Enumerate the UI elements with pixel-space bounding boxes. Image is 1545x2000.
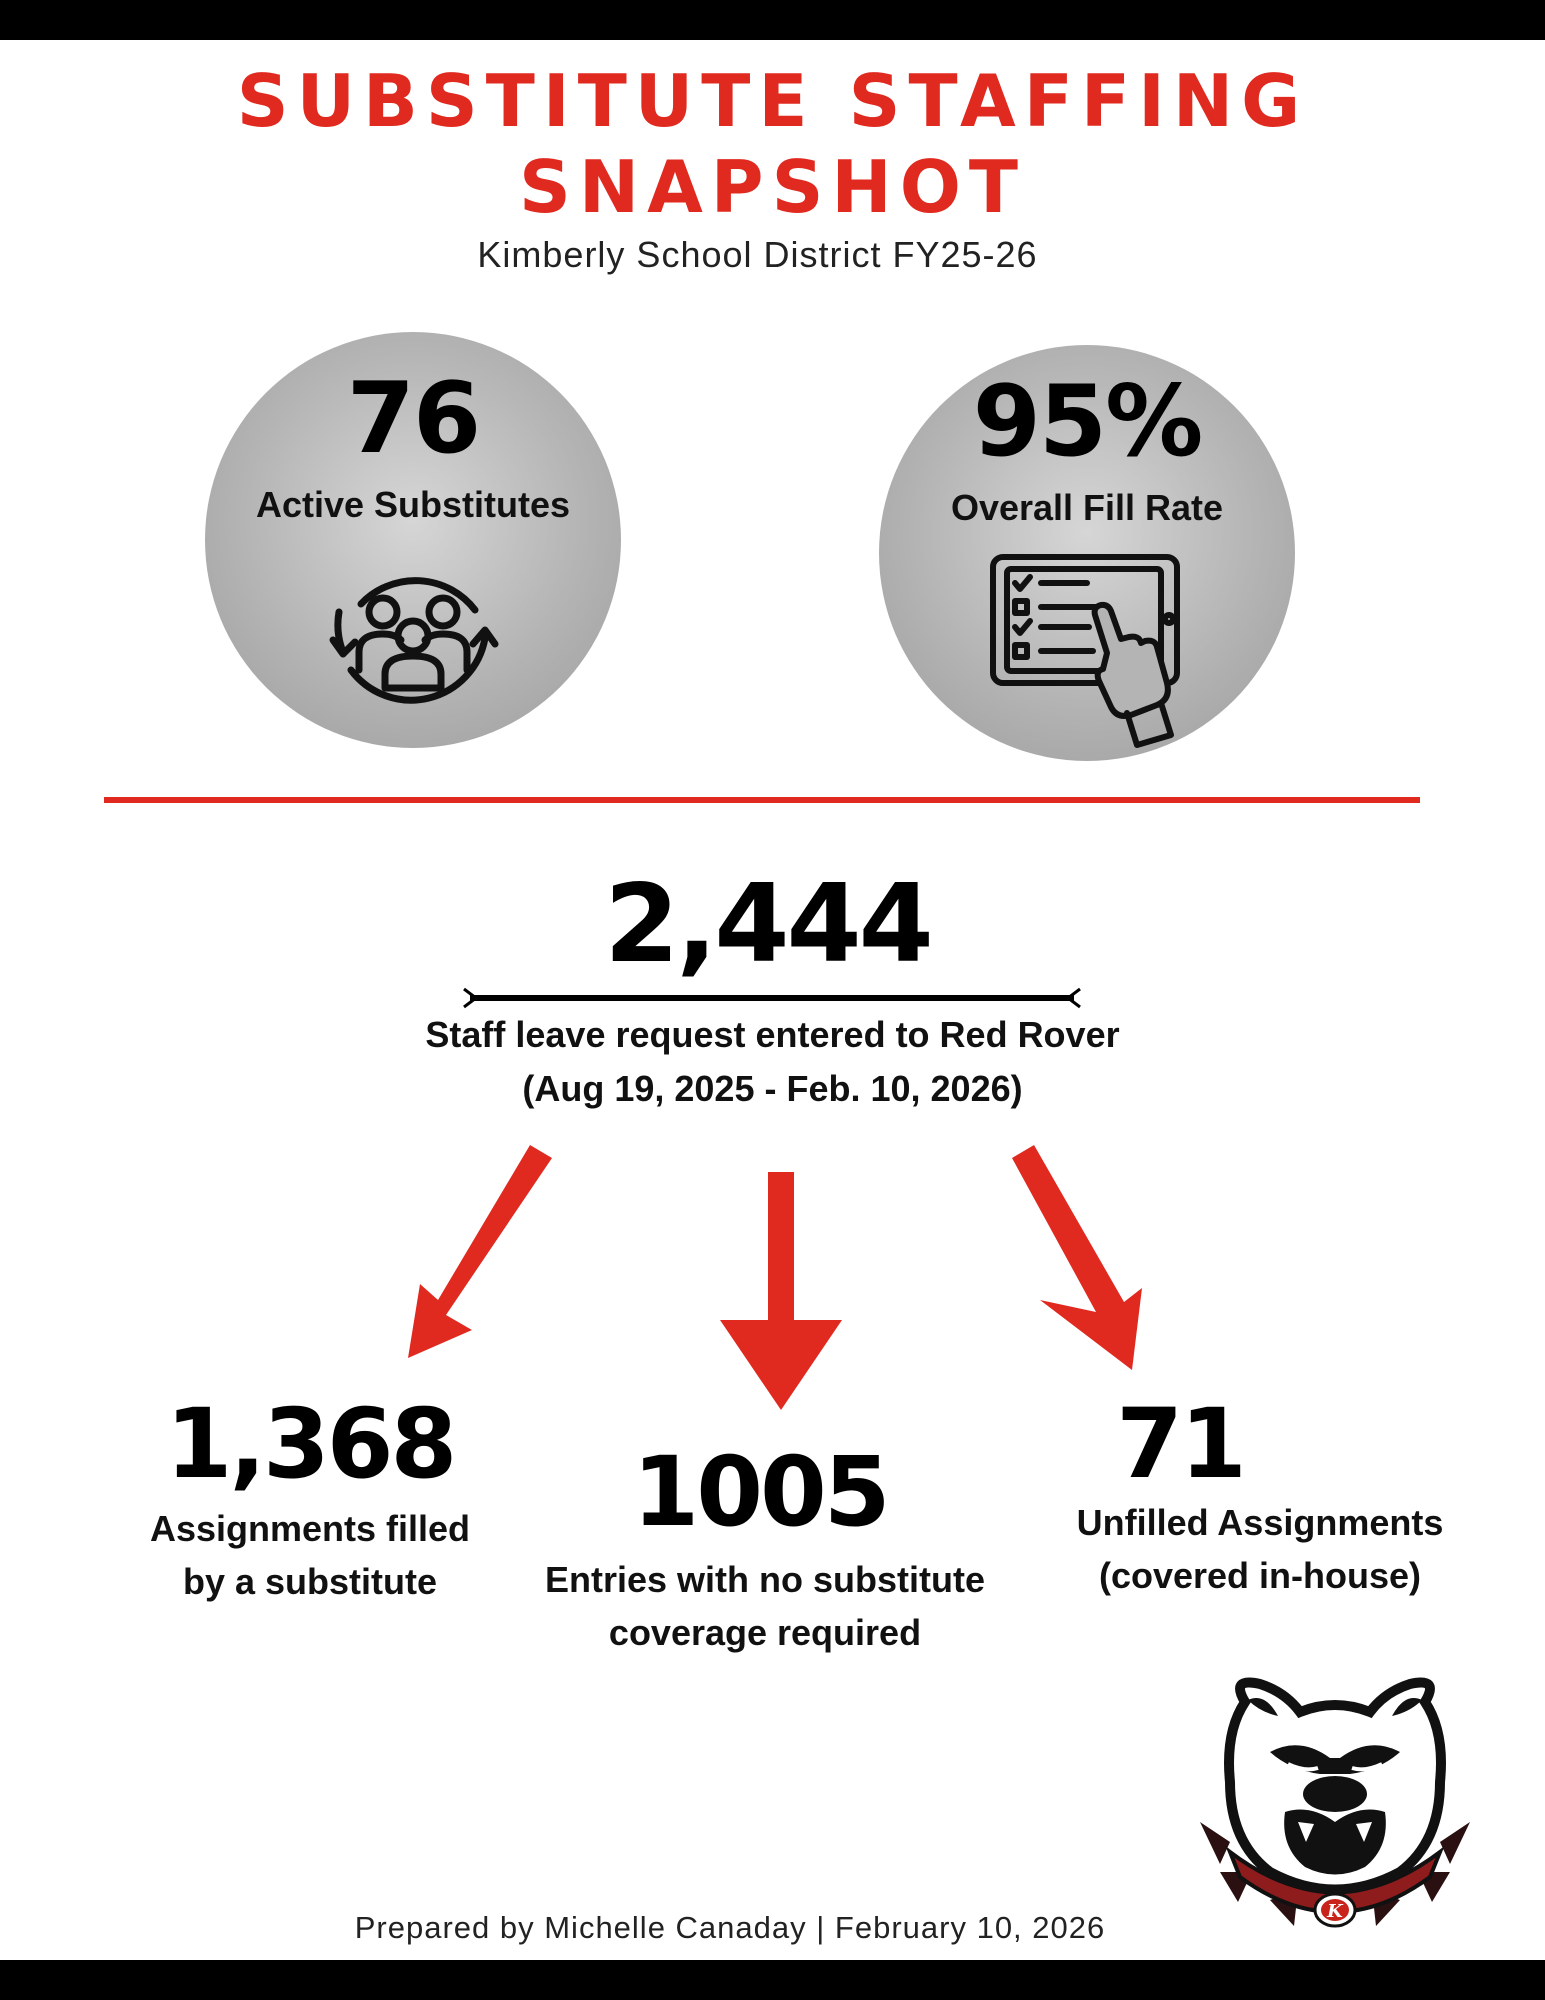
stat-label-line: Assignments filled [149, 1508, 471, 1549]
stat-no-coverage-value: 1005 [632, 1436, 888, 1548]
stat-unfilled-label [1040, 1496, 1480, 1602]
kpi-active-substitutes [205, 332, 621, 748]
kpi-value: 76 [346, 362, 480, 476]
page-title-line2: SNAPSHOT [518, 145, 1027, 229]
kpi-label: Overall Fill Rate [950, 487, 1224, 528]
page-subtitle: Kimberly School District FY25-26 [477, 234, 1038, 275]
people-cycle-icon [325, 552, 501, 726]
top-bar [0, 0, 1545, 40]
page-title-line1: SUBSTITUTE STAFFING [236, 59, 1309, 143]
arrow-down-icon [720, 1172, 842, 1410]
kpi-value: 95% [972, 365, 1202, 479]
total-label-line2: (Aug 19, 2025 - Feb. 10, 2026) [522, 1068, 1023, 1109]
arrow-left-icon [408, 1145, 552, 1358]
stat-label-line: coverage required [608, 1612, 922, 1653]
stat-filled-value: 1,368 [165, 1388, 455, 1500]
total-leave-requests-value: 2,444 [604, 862, 931, 987]
mascot-collar-letter: K [1327, 1901, 1343, 1922]
stat-label-line: Entries with no substitute [544, 1559, 985, 1600]
stat-label-line: (covered in-house) [1098, 1555, 1422, 1596]
kpi-overall-fill-rate [879, 345, 1295, 761]
stat-label-line: by a substitute [182, 1561, 438, 1602]
stat-unfilled-value: 71 [1116, 1388, 1244, 1500]
bulldog-mascot-icon [1190, 1672, 1480, 1946]
stat-label-line: Unfilled Assignments [1076, 1502, 1444, 1543]
stat-filled-label [110, 1502, 510, 1608]
stat-no-coverage-label [500, 1553, 1030, 1659]
arrow-right-icon [1012, 1145, 1142, 1370]
bottom-bar [0, 1960, 1545, 2000]
section-divider [104, 797, 1420, 803]
footer-prepared-by: Prepared by Michelle Canaday | February 10, 2026 [354, 1910, 1106, 1945]
total-label-line1: Staff leave request entered to Red Rover [425, 1014, 1120, 1055]
kpi-label: Active Substitutes [255, 484, 571, 525]
tablet-checklist-icon [989, 553, 1189, 757]
